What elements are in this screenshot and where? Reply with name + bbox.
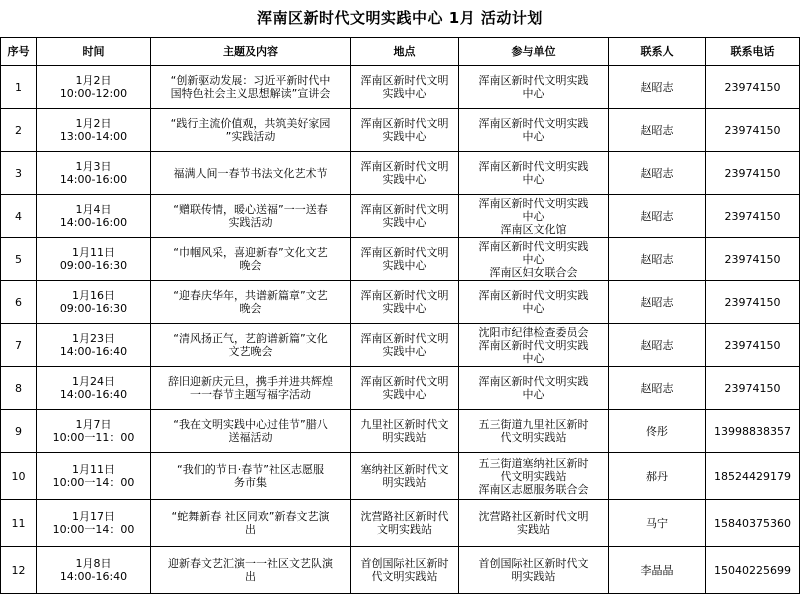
- cell-time: 1月4日 14:00-16:00: [37, 195, 151, 238]
- cell-units: 沈阳市纪律检查委员会 浑南区新时代文明实践 中心: [459, 324, 609, 367]
- cell-time: 1月17日 10:00一14：00: [37, 500, 151, 547]
- cell-index: 7: [1, 324, 37, 367]
- cell-index: 1: [1, 66, 37, 109]
- cell-units: 浑南区新时代文明实践 中心 浑南区妇女联合会: [459, 238, 609, 281]
- cell-location: 九里社区新时代文 明实践站: [351, 410, 459, 453]
- cell-location: 浑南区新时代文明 实践中心: [351, 152, 459, 195]
- page-title: 浑南区新时代文明实践中心 1月 活动计划: [257, 9, 543, 27]
- table-row: [1, 367, 800, 410]
- cell-contact: 赵昭志: [609, 109, 706, 152]
- cell-time: 1月3日 14:00-16:00: [37, 152, 151, 195]
- cell-location: 浑南区新时代文明 实践中心: [351, 281, 459, 324]
- header-location: 地点: [351, 38, 459, 66]
- table-row: [1, 453, 800, 500]
- cell-time: 1月11日 10:00一14：00: [37, 453, 151, 500]
- cell-time: 1月2日 13:00-14:00: [37, 109, 151, 152]
- cell-contact: 马宁: [609, 500, 706, 547]
- table-row: [1, 324, 800, 367]
- cell-time: 1月16日 09:00-16:30: [37, 281, 151, 324]
- cell-contact: 赵昭志: [609, 324, 706, 367]
- cell-units: 沈营路社区新时代文明 实践站: [459, 500, 609, 547]
- cell-time: 1月11日 09:00-16:30: [37, 238, 151, 281]
- cell-location: 浑南区新时代文明 实践中心: [351, 324, 459, 367]
- cell-topic: “赠联传情，暖心送福”一一送春 实践活动: [151, 195, 351, 238]
- table-row: [1, 152, 800, 195]
- cell-phone: 13998838357: [706, 410, 800, 453]
- cell-index: 9: [1, 410, 37, 453]
- cell-contact: 赵昭志: [609, 238, 706, 281]
- cell-location: 浑南区新时代文明 实践中心: [351, 66, 459, 109]
- table-header-row: [1, 38, 800, 66]
- header-time: 时间: [37, 38, 151, 66]
- cell-contact: 赵昭志: [609, 281, 706, 324]
- cell-index: 5: [1, 238, 37, 281]
- header-contact: 联系人: [609, 38, 706, 66]
- cell-location: 沈营路社区新时代 文明实践站: [351, 500, 459, 547]
- cell-phone: 23974150: [706, 367, 800, 410]
- cell-topic: “我在文明实践中心过佳节”腊八 送福活动: [151, 410, 351, 453]
- cell-phone: 18524429179: [706, 453, 800, 500]
- cell-location: 浑南区新时代文明 实践中心: [351, 367, 459, 410]
- cell-units: 浑南区新时代文明实践 中心: [459, 367, 609, 410]
- table-row: [1, 238, 800, 281]
- cell-location: 浑南区新时代文明 实践中心: [351, 238, 459, 281]
- cell-units: 浑南区新时代文明实践 中心: [459, 281, 609, 324]
- cell-contact: 赵昭志: [609, 195, 706, 238]
- cell-topic: 福满人间一春节书法文化艺术节: [151, 152, 351, 195]
- table-row: [1, 281, 800, 324]
- cell-contact: 佟彤: [609, 410, 706, 453]
- cell-topic: “我们的节日·春节”社区志愿服 务市集: [151, 453, 351, 500]
- table-row: [1, 410, 800, 453]
- cell-location: 浑南区新时代文明 实践中心: [351, 109, 459, 152]
- cell-contact: 赵昭志: [609, 152, 706, 195]
- cell-location: 塞纳社区新时代文 明实践站: [351, 453, 459, 500]
- cell-units: 浑南区新时代文明实践 中心: [459, 109, 609, 152]
- table-row: [1, 547, 800, 594]
- cell-time: 1月2日 10:00-12:00: [37, 66, 151, 109]
- table-row: [1, 195, 800, 238]
- cell-time: 1月7日 10:00一11：00: [37, 410, 151, 453]
- cell-phone: 15840375360: [706, 500, 800, 547]
- header-topic: 主题及内容: [151, 38, 351, 66]
- cell-phone: 15040225699: [706, 547, 800, 594]
- cell-topic: “创新驱动发展：习近平新时代中 国特色社会主义思想解读”宣讲会: [151, 66, 351, 109]
- cell-phone: 23974150: [706, 324, 800, 367]
- cell-index: 12: [1, 547, 37, 594]
- table-row: [1, 66, 800, 109]
- cell-location: 首创国际社区新时 代文明实践站: [351, 547, 459, 594]
- cell-index: 6: [1, 281, 37, 324]
- cell-units: 五三街道塞纳社区新时 代文明实践站 浑南区志愿服务联合会: [459, 453, 609, 500]
- cell-units: 浑南区新时代文明实践 中心 浑南区文化馆: [459, 195, 609, 238]
- cell-topic: “蛇舞新春 社区同欢”新春文艺演 出: [151, 500, 351, 547]
- table-row: [1, 500, 800, 547]
- cell-phone: 23974150: [706, 238, 800, 281]
- activity-plan-table: [0, 37, 800, 594]
- cell-contact: 郝丹: [609, 453, 706, 500]
- cell-index: 10: [1, 453, 37, 500]
- table-body: [1, 66, 800, 594]
- cell-phone: 23974150: [706, 109, 800, 152]
- cell-index: 11: [1, 500, 37, 547]
- cell-time: 1月8日 14:00-16:40: [37, 547, 151, 594]
- header-index: 序号: [1, 38, 37, 66]
- cell-units: 首创国际社区新时代文 明实践站: [459, 547, 609, 594]
- table-row: [1, 109, 800, 152]
- cell-index: 8: [1, 367, 37, 410]
- cell-topic: “迎春庆华年，共谱新篇章”文艺 晚会: [151, 281, 351, 324]
- cell-topic: “清风扬正气，艺韵谱新篇”文化 文艺晚会: [151, 324, 351, 367]
- cell-contact: 赵昭志: [609, 66, 706, 109]
- cell-topic: “巾帼风采，喜迎新春”文化文艺 晚会: [151, 238, 351, 281]
- cell-time: 1月24日 14:00-16:40: [37, 367, 151, 410]
- header-units: 参与单位: [459, 38, 609, 66]
- cell-phone: 23974150: [706, 152, 800, 195]
- cell-location: 浑南区新时代文明 实践中心: [351, 195, 459, 238]
- cell-index: 2: [1, 109, 37, 152]
- cell-contact: 李晶晶: [609, 547, 706, 594]
- cell-units: 五三街道九里社区新时 代文明实践站: [459, 410, 609, 453]
- cell-topic: “践行主流价值观，共筑美好家园 ”实践活动: [151, 109, 351, 152]
- cell-index: 4: [1, 195, 37, 238]
- cell-topic: 迎新春文艺汇演一一社区文艺队演 出: [151, 547, 351, 594]
- cell-topic: 辞旧迎新庆元旦，携手并进共辉煌 一一春节主题写福字活动: [151, 367, 351, 410]
- cell-contact: 赵昭志: [609, 367, 706, 410]
- header-phone: 联系电话: [706, 38, 800, 66]
- cell-units: 浑南区新时代文明实践 中心: [459, 152, 609, 195]
- cell-time: 1月23日 14:00-16:40: [37, 324, 151, 367]
- cell-phone: 23974150: [706, 66, 800, 109]
- cell-index: 3: [1, 152, 37, 195]
- cell-units: 浑南区新时代文明实践 中心: [459, 66, 609, 109]
- cell-phone: 23974150: [706, 281, 800, 324]
- cell-phone: 23974150: [706, 195, 800, 238]
